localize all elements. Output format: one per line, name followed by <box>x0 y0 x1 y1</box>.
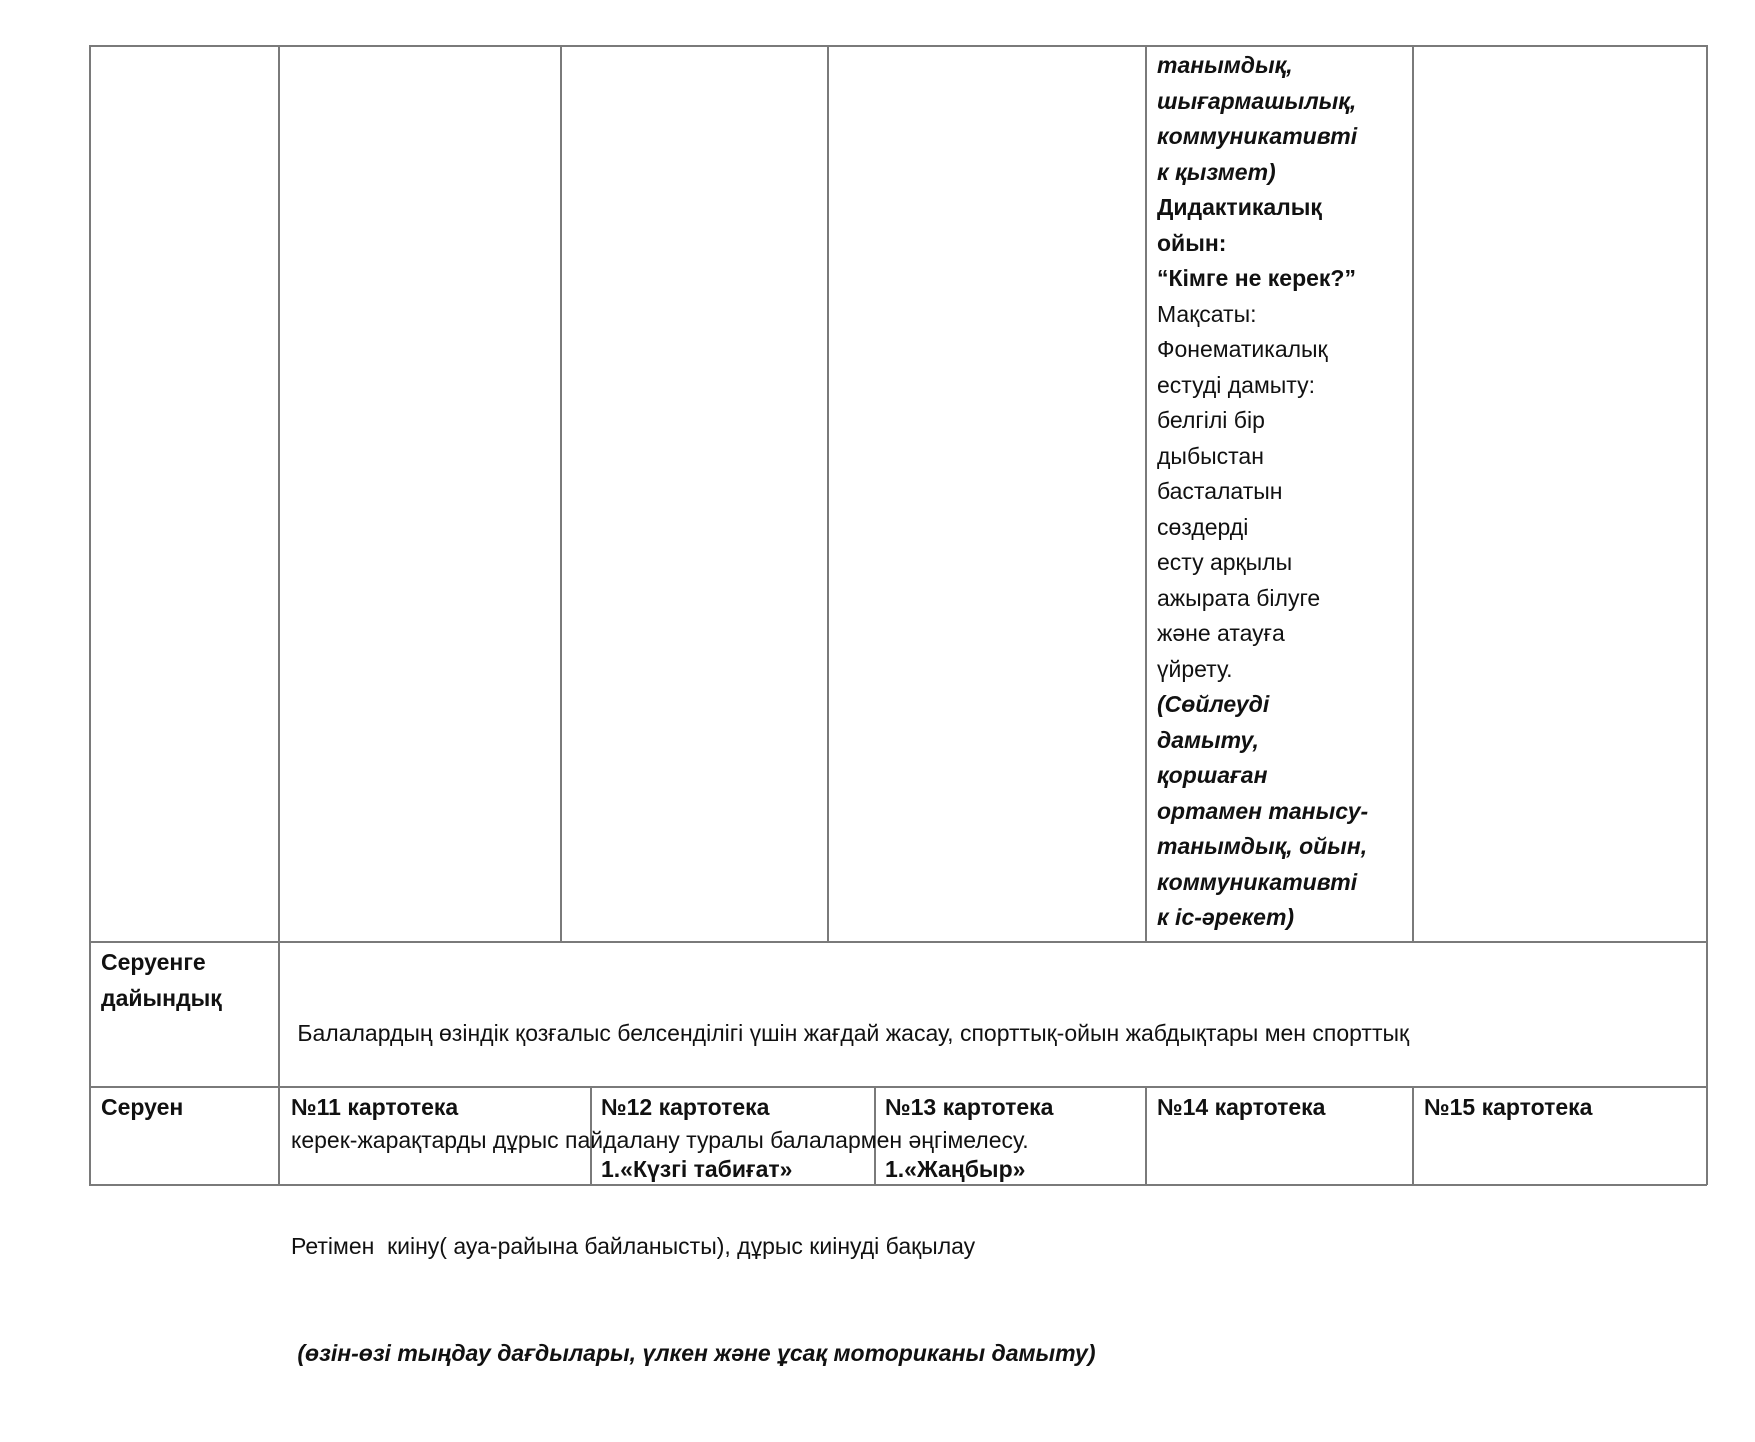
table-border-top <box>89 45 1707 47</box>
game-description-line: к қызмет) <box>1157 158 1276 185</box>
game-description-line: ажырата білуге <box>1157 584 1321 611</box>
game-description-line: және атауға <box>1157 620 1285 646</box>
table-border-row1-bottom <box>89 941 1707 943</box>
row1-col-divider-4 <box>1145 45 1147 942</box>
game-description-line: дыбыстан <box>1157 442 1264 469</box>
walk-prep-content <box>291 945 1696 1442</box>
game-description-line: танымдық, <box>1157 52 1293 78</box>
walk-card-13-subtitle: 1.«Жаңбыр» <box>885 1155 1026 1182</box>
walk-prep-line2: керек-жарақтарды дұрыс пайдалану туралы балалармен әңгімелесу. <box>291 1126 1029 1153</box>
game-description-line: дамыту, <box>1157 726 1259 753</box>
game-description-line: белгілі бір <box>1157 407 1265 433</box>
table-border-right <box>1706 45 1708 1185</box>
game-description-line: қоршаған <box>1157 762 1268 788</box>
walk-card-15 <box>1424 1090 1699 1126</box>
walk-card-12-subtitle: 1.«Күзгі табиғат» <box>601 1155 793 1182</box>
row1-col-divider-3 <box>827 45 829 942</box>
walk-card-13-title: №13 картотека <box>885 1094 1054 1120</box>
game-description-cell <box>1157 48 1409 936</box>
walk-prep-line1: Балалардың өзіндік қозғалыс белсенділігі үшін жағдай жасау, спорттық-ойын жабдықтары мен спорттық <box>291 1020 1410 1046</box>
game-description-line: үйрету. <box>1157 655 1233 682</box>
walk-card-11-title: №11 картотека <box>291 1094 459 1120</box>
col-divider-label <box>278 45 280 1185</box>
game-description-line: коммуникативті <box>1157 123 1358 149</box>
walk-card-15-title: №15 картотека <box>1424 1094 1593 1120</box>
game-description-line: “Кімге не керек?” <box>1157 265 1356 291</box>
walk-card-14 <box>1157 1090 1407 1126</box>
game-description-line: есту арқылы <box>1157 549 1293 575</box>
game-description-line: естуді дамыту: <box>1157 371 1315 398</box>
game-description-line: басталатын <box>1157 478 1283 504</box>
game-description-line: коммуникативті <box>1157 868 1358 895</box>
walk-prep-label-line2: дайындық <box>101 984 222 1011</box>
game-description-line: к іс-әрекет) <box>1157 904 1295 930</box>
walk-card-14-title: №14 картотека <box>1157 1094 1326 1120</box>
game-description-line: сөздерді <box>1157 513 1249 540</box>
walk-prep-label-line1: Серуенге <box>101 949 206 975</box>
game-description-line: (Сөйлеуді <box>1157 691 1270 717</box>
game-description-line: Мақсаты: <box>1157 300 1257 327</box>
walk-prep-skills-note: (өзін-өзі тыңдау дағдылары, үлкен және ұсақ моториканы дамыту) <box>291 1339 1096 1366</box>
game-description-line: шығармашылық, <box>1157 87 1357 114</box>
walk-label: Серуен <box>101 1094 184 1120</box>
walk-card-11 <box>291 1090 581 1126</box>
table-border-left <box>89 45 91 1185</box>
walk-card-12-title: №12 картотека <box>601 1094 770 1120</box>
walk-prep-label <box>101 945 271 1016</box>
walk-card-12 <box>601 1090 866 1187</box>
walk-prep-line3: Ретімен киіну( ауа-райына байланысты), дұрыс киінуді бақылау <box>291 1233 976 1259</box>
game-description-line: ойын: <box>1157 229 1227 256</box>
game-description-line: Дидактикалық <box>1157 194 1322 220</box>
row1-col-divider-5 <box>1412 45 1414 942</box>
game-description-line: Фонематикалық <box>1157 336 1328 362</box>
row1-col-divider-2 <box>560 45 562 942</box>
walk-card-13 <box>885 1090 1140 1187</box>
game-description-line: танымдық, ойын, <box>1157 833 1368 859</box>
game-description-line: ортамен танысу- <box>1157 797 1369 824</box>
